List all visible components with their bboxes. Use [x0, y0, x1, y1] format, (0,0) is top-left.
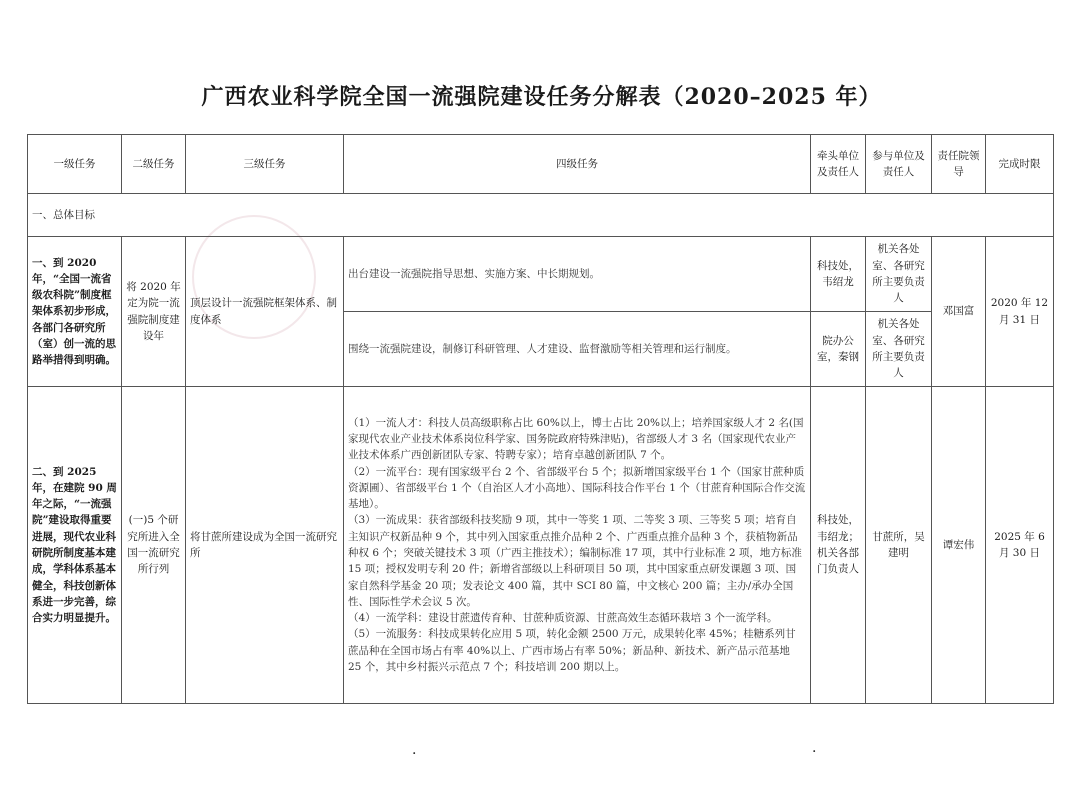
header-deadline: 完成时限 — [986, 135, 1054, 194]
level4-item: （4）一流学科：建设甘蔗遗传育种、甘蔗种质资源、甘蔗高效生态循环栽培 3 个一流学科。 — [348, 612, 778, 625]
table-row — [28, 237, 1054, 312]
row1-participants-b: 机关各处室、各研究所主要负责人 — [866, 312, 932, 387]
row1-level4-a: 出台建设一流强院指导思想、实施方案、中长期规划。 — [344, 237, 811, 312]
row2-level4 — [344, 387, 811, 704]
row1-level2: 将 2020 年定为院一流强院制度建设年 — [122, 237, 186, 387]
row1-level1: 一、到 2020 年，“全国一流省级农科院”制度框架体系初步形成，各部门各研究所（室）创一流的思路举措得到明确。 — [28, 237, 122, 387]
row1-participants-a: 机关各处室、各研究所主要负责人 — [866, 237, 932, 312]
section-title: 一、总体目标 — [28, 194, 1054, 237]
header-level2: 二级任务 — [122, 135, 186, 194]
level4-item: （1）一流人才：科技人员高级职称占比 60%以上，博士占比 20%以上；培养国家级人才 2 名(国家现代农业产业技术体系岗位科学家、国务院政府特殊津贴)，省部级人才 3 名（国家现代农业产业技术体系广西创新团队专家、特聘专家）；培育卓越创新团队 7 个。 — [348, 416, 804, 462]
row2-deadline: 2025 年 6 月 30 日 — [986, 387, 1054, 704]
row1-deadline: 2020 年 12 月 31 日 — [986, 237, 1054, 387]
row1-level4-b: 围绕一流强院建设，制修订科研管理、人才建设、监督激励等相关管理和运行制度。 — [344, 312, 811, 387]
header-leader: 责任院领导 — [932, 135, 986, 194]
row1-lead-b: 院办公室，秦钢 — [811, 312, 866, 387]
row2-level2: (一)5 个研究所进入全国一流研究所行列 — [122, 387, 186, 704]
level4-item: （5）一流服务：科技成果转化应用 5 项，转化金额 2500 万元，成果转化率 45%；桂糖系列甘蔗品种在全国市场占有率 40%以上、广西市场占有率 50%；新品种、新技术、新产品示范基地 25 个，其中乡村振兴示范点 7 个；科技培训 200 期以上。 — [348, 628, 796, 673]
header-row — [28, 135, 1054, 194]
page-title: 广西农业科学院全国一流强院建设任务分解表（2020–2025 年） — [201, 84, 882, 110]
header-level4: 四级任务 — [344, 135, 811, 194]
section-row — [28, 194, 1054, 237]
row2-lead: 科技处，韦绍龙；机关各部门负责人 — [811, 387, 866, 704]
header-participants: 参与单位及责任人 — [866, 135, 932, 194]
row2-leader: 谭宏伟 — [932, 387, 986, 704]
table-row — [28, 387, 1054, 704]
header-lead: 牵头单位及责任人 — [811, 135, 866, 194]
header-level3: 三级任务 — [186, 135, 344, 194]
row1-leader: 邓国富 — [932, 237, 986, 387]
row2-participants: 甘蔗所，吴建明 — [866, 387, 932, 704]
level4-item: （2）一流平台：现有国家级平台 2 个、省部级平台 5 个；拟新增国家级平台 1 个（国家甘蔗种质资源圃）、省部级平台 1 个（自治区人才小高地）、国际科技合作平台 1 个（甘蔗育种国际合作交流基地）。 — [348, 465, 806, 511]
task-table — [27, 134, 1054, 704]
row2-level1: 二、到 2025 年，在建院 90 周年之际，“一流强院”建设取得重要进展，现代农业科研院所制度基本建成，学科体系基本健全，科技创新体系进一步完善，综合实力明显提升。 — [28, 387, 122, 704]
header-level1: 一级任务 — [28, 135, 122, 194]
row2-level3: 将甘蔗所建设成为全国一流研究所 — [186, 387, 344, 704]
row1-lead-a: 科技处，韦绍龙 — [811, 237, 866, 312]
scan-mark: · — [812, 744, 817, 760]
level4-item: （3）一流成果：获省部级科技奖励 9 项，其中一等奖 1 项、二等奖 3 项、三等奖 5 项；培育自主知识产权新品种 9 个，其中列入国家重点推介品种 2 个、广西重点推介品种 3 个，获植物新品种权 6 个；突破关键技术 3 项（广西主推技术）；编制标准 17 项，其中行业标准 2 项，地方标准 15 项；授权发明专利 20 件；新增省部级以上科研项目 50 项，其中国家重点研发课题 3 项、国家自然科学基金 20 项；发表论文 400 篇，其中 SCI 80 篇，中文核心 200 篇；主办/承办全国性、国际性学术会议 5 次。 — [348, 514, 802, 608]
scan-mark: · — [412, 746, 417, 762]
row1-level3: 顶层设计一流强院框架体系、制度体系 — [186, 237, 344, 387]
